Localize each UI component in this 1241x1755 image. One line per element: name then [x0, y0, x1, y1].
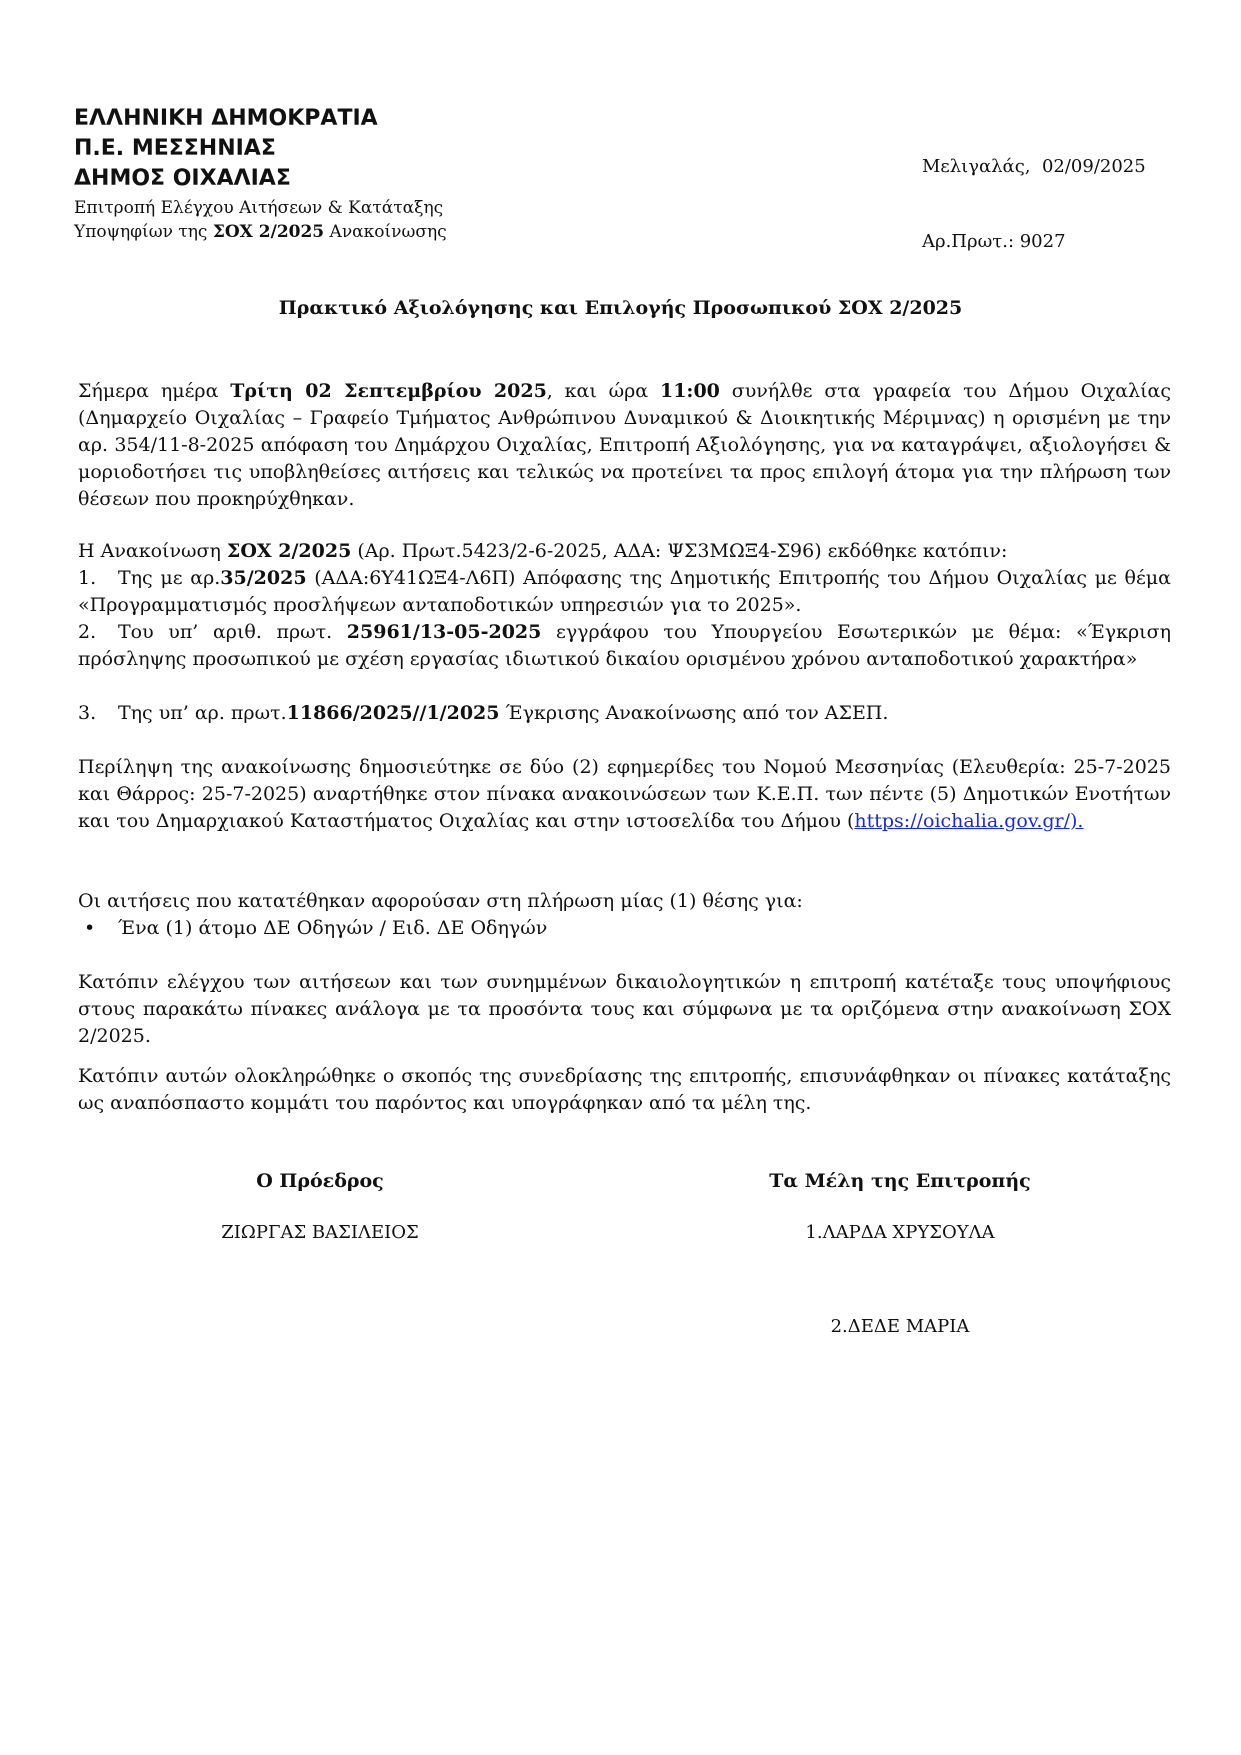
- list-text-1: Της με αρ.: [118, 567, 221, 589]
- publication-paragraph: [78, 754, 1171, 835]
- committee-line-2-bold: ΣΟΧ 2/2025: [212, 222, 325, 242]
- list-bold: 35/2025: [220, 567, 307, 589]
- website-link[interactable]: https://oichalia.gov.gr/).: [854, 810, 1084, 832]
- president-name: ΖΙΩΡΓΑΣ ΒΑΣΙΛΕΙΟΣ: [221, 1222, 419, 1243]
- member-1-name: 1.ΛΑΡΔΑ ΧΡΥΣΟΥΛΑ: [805, 1222, 995, 1243]
- list-number: 1.: [78, 567, 97, 589]
- committee-block: [74, 196, 447, 244]
- members-title: Τα Μέλη της Επιτροπής: [769, 1170, 1031, 1192]
- closing-paragraph: Κατόπιν αυτών ολοκληρώθηκε ο σκοπός της συνεδρίασης της επιτροπής, επισυνάφθηκαν οι πίνακες κατάταξης ως αναπόσπαστο κομμάτι του παρόντος και υπογράφηκαν από τα μέλη της.: [78, 1065, 1171, 1114]
- positions-paragraph: Οι αιτήσεις που κατατέθηκαν αφορούσαν στη πλήρωση μίας (1) θέσης για:: [78, 890, 803, 912]
- p3-text: Περίληψη της ανακοίνωσης δημοσιεύτηκε σε δύο (2) εφημερίδες του Νομού Μεσσηνίας (Ελευθερία: 25-7-2025 και Θάρρος: 25-7-2025) αναρτήθηκε στον πίνακα ανακοινώσεων των Κ.Ε.Π. των πέντε (5) Δημοτικών Ενοτήτων και του Δημαρχιακού Καταστήματος Οιχαλίας και στην ιστοσελίδα του Δήμου (: [78, 756, 1171, 832]
- p1-time-bold: 11:00: [659, 380, 720, 402]
- committee-line-1: Επιτροπή Ελέγχου Αιτήσεων & Κατάταξης: [74, 198, 444, 218]
- list-item: [78, 619, 1171, 673]
- committee-line-2-pre: Υποψηφίων της: [74, 222, 213, 242]
- member-2-name: 2.ΔΕΔΕ ΜΑΡΙΑ: [830, 1316, 970, 1337]
- announcement-paragraph: [78, 538, 1171, 565]
- list-bold: 25961/13-05-2025: [346, 621, 542, 643]
- intro-paragraph: [78, 378, 1171, 513]
- bullet-icon: •: [84, 917, 96, 939]
- list-bold: 11866/2025//1/2025: [286, 702, 500, 724]
- place-date: Μελιγαλάς, 02/09/2025: [922, 156, 1146, 177]
- meta-block: [922, 104, 1146, 279]
- list-number: 2.: [78, 621, 97, 643]
- p2-text-2: (Αρ. Πρωτ.5423/2-6-2025, ΑΔΑ: ΨΣ3ΜΩΞ4-Σ96) εκδόθηκε κατόπιν:: [351, 540, 1008, 562]
- positions-item-text: Ένα (1) άτομο ΔΕ Οδηγών / Ειδ. ΔΕ Οδηγών: [118, 917, 548, 939]
- list-text-1: Της υπ’ αρ. πρωτ.: [118, 702, 287, 724]
- page-title: Πρακτικό Αξιολόγησης και Επιλογής Προσωπικού ΣΟΧ 2/2025: [278, 297, 963, 319]
- country-name: ΕΛΛΗΝΙΚΗ ΔΗΜΟΚΡΑΤΙΑ: [74, 106, 378, 131]
- list-number: 3.: [78, 702, 97, 724]
- p1-text-3: συνήλθε στα γραφεία του Δήμου Οιχαλίας (Δημαρχείο Οιχαλίας – Γραφείο Τμήματος Ανθρώπινου Δυναμικού & Διοικητικής Μέριμνας) η ορισμένη με την αρ. 354/11-8-2025 απόφαση του Δημάρχου Οιχαλίας, Επιτροπή Αξιολόγησης, για να καταγράψει, αξιολογήσει & μοριοδοτήσει τις υποβληθείσες αιτήσεις και τελικώς να προτείνει τα προς επιλογή άτομα για την πλήρωση των θέσεων που προκηρύχθηκαν.: [78, 380, 1172, 510]
- list-text-2: Έγκρισης Ανακοίνωσης από τον ΑΣΕΠ.: [499, 702, 889, 724]
- positions-list-item: [78, 915, 1171, 942]
- list-text-2: εγγράφου του Υπουργείου Εσωτερικών με θέμα: «Έγκριση πρόσληψης προσωπικού με σχέση εργασίας ιδιωτικού δικαίου ορισμένου χρόνου ανταποδοτικού χαρακτήρα»: [78, 621, 1171, 670]
- p1-text-2: , και ώρα: [546, 380, 660, 402]
- p2-text-1: Η Ανακοίνωση: [78, 540, 227, 562]
- committee-line-2: [74, 220, 447, 244]
- committee-line-2-post: Ανακοίνωσης: [324, 222, 447, 242]
- list-text-2: (ΑΔΑ:6Υ41ΩΞ4-Λ6Π) Απόφασης της Δημοτικής Επιτροπής του Δήμου Οιχαλίας με θέμα «Προγραμματισμός προσλήψεων ανταποδοτικών υπηρεσιών για το 2025».: [78, 567, 1171, 616]
- municipality-name: ΔΗΜΟΣ ΟΙΧΑΛΙΑΣ: [74, 166, 291, 191]
- p1-date-bold: Τρίτη 02 Σεπτεμβρίου 2025: [230, 380, 547, 402]
- ranking-paragraph: Κατόπιν ελέγχου των αιτήσεων και των συνημμένων δικαιολογητικών η επιτροπή κατέταξε τους υποψήφιους στους παρακάτω πίνακες ανάλογα με τα προσόντα τους και σύμφωνα με τα οριζόμενα στην ανακοίνωση ΣΟΧ 2/2025.: [78, 971, 1171, 1047]
- p1-text-1: Σήμερα ημέρα: [78, 380, 231, 402]
- protocol-number: Αρ.Πρωτ.: 9027: [922, 231, 1066, 252]
- list-item: [78, 700, 1171, 727]
- president-title: Ο Πρόεδρος: [256, 1170, 384, 1192]
- header-block: [74, 104, 378, 194]
- list-item: [78, 565, 1171, 619]
- list-text-1: Του υπ’ αριθ. πρωτ.: [118, 621, 347, 643]
- region-name: Π.Ε. ΜΕΣΣΗΝΙΑΣ: [74, 136, 276, 161]
- p2-bold: ΣΟΧ 2/2025: [226, 540, 352, 562]
